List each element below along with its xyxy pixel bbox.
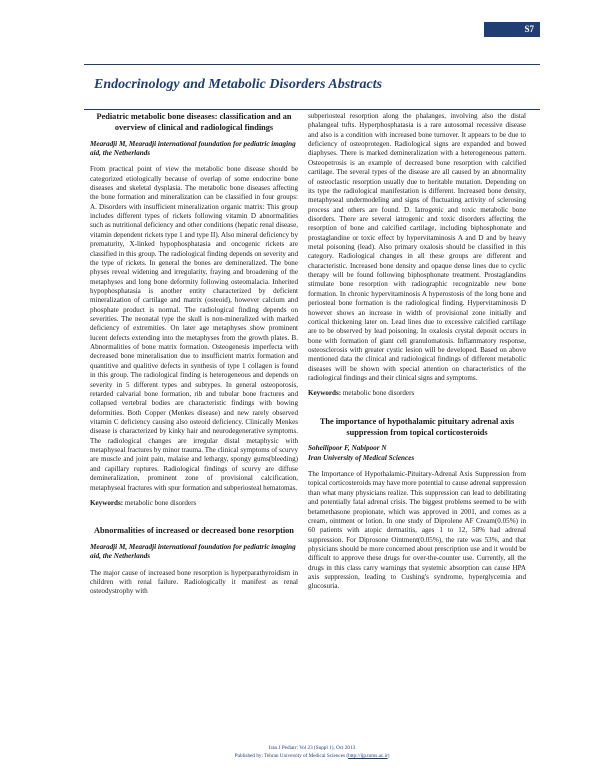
- keywords-label: Keywords:: [308, 389, 342, 398]
- footer-link[interactable]: http://ijp.tums.ac.ir: [348, 753, 388, 760]
- keywords-value: metabolic bone disorders: [124, 498, 197, 507]
- article-authors: Mearadji M, Mearadji international foundation for pediatric imaging aid, the Netherlands: [90, 139, 296, 157]
- footer-publisher: [84, 752, 540, 760]
- keywords-label: Keywords:: [90, 498, 124, 507]
- keywords-value: metabolic bone disorders: [342, 389, 415, 398]
- footer-publisher-text: Published by: Tehran University of Medical Sciences (: [234, 753, 349, 760]
- footer-publisher-end: ): [387, 753, 390, 760]
- article-body-continued: subperiosteal resorption along the phalanges, involving also the distal phalangeal tufts. Hyperphosphatasia is a rare autosomal recessive disease and also is a condition with increased bone turnover. It appears to be due to deficiency of osteoprotegen. Radiological signs are expanded and bowed diaphyses. There is marked demineralization with a heterogeneous pattern. Osteopetrosis is an example of decreased bone resorption with calcified cartilage. The several types of the disease are all caused by an abnormality of osteoclastic resorption usually due to heritable mutation. Depending on its type the radiological manifestation is different. Increased bone density, metaphyseal undermodeling and signs of fluctuating activity of sclerosing process and others are found. D. Iatrogenic and toxic metabolic bone disorders. There are several iatrogenic and toxic disorders affecting the resorption of bone and calcified cartilage, including biphosphonate and prostaglandine or toxic effect by hypervitaminosis A and D and by heavy metal poisoning (lead). Also primary oxalosis should be classified in this category. Radiological changes in all these groups are different and characteristic. Increased bone density and opaque dense lines due to cyclic therapy will be found following biphosphonate treatment. Prostaglandins stimulate bone resorption with radiographic recognizable new bone formation. In chronic hypervitaminosis A hyperostosis of the long bone and periosteal bone formation is the radiological finding. Hypervitaminosis D however shows an increase in width of provisional zone initially and cortical thickening later on. Lead lines due to excessive calcified cartilage are to be observed by lead poisoning. In oxalosis crystal deposit occurs in bone with formation of giant cell granulomatosis. Inflammatory response, osteosclerosis with greater cystic lesion will be developed. Based on above mentioned data the clinical and radiological findings of different metabolic diseases will be shown with special attention on characteristics of the radiological findings and their clinical signs and symptoms.: [308, 112, 526, 383]
- journal-header: [84, 64, 540, 110]
- page-number: S7: [484, 22, 540, 37]
- article-title: Abnormalities of increased or decreased bone resorption: [94, 526, 294, 536]
- article-authors: Soheilipoor F, Nabipoor N Iran University of Medical Sciences: [308, 444, 415, 462]
- article-title: Pediatric metabolic bone diseases: classification and an overview of clinical and radiological findings: [96, 112, 292, 132]
- article-title: The importance of hypothalamic pituitary adrenal axis suppression from topical corticosteroids: [319, 416, 515, 437]
- article-keywords: [90, 499, 298, 508]
- left-column: [90, 112, 298, 603]
- page-footer: [84, 744, 540, 761]
- article-body: From practical point of view the metabolic bone disease should be categorized etiologically because of overlap of some endocrine bone diseases and skeletal dysplasia. The metabolic bone diseases affecting the bone formation and mineralization can be classified in four groups: A. Disorders with insufficient mineralization organic matrix: This group includes different types of rickets following vitamin D abnormalities such as nutritional deficiency and other conditions (hepatic renal disease, vitamin dependent rickets type 1 and type II). Also mineral deficiency by prematurity, X-linked hypophosphatasia and oncogenic rickets are classified in this group. The radiological finding depends on severity and the type of rickets. In general the bones are demineralized. The bone physes reveal widening and irregularity, fraying and broadening of the metaphyses and long bone deformity following osteomalacia. Inherited hypophosphatasia is another entity characterized by deficient mineralization of cartilage and matrix (osteoid), however calcium and phosphate product is normal. The radiological finding depends on severities. The neonatal type the skull is non-mineralized with marked deficiency of extremities. On later age metaphyses show prominent lucent defects extending into the metaphyses from the growth plates. B. Abnormalities of bone matrix formation. Osteogenesis imperfecta with decreased bone mineralisation due to insufficient matrix formation and quantitive and qualitive defects in synthesis of type 1 collagen is found in this group. The radiological finding is heterogeneous and depends on severity in 5 different types and subtypes. In general osteoporosis, retarded calvarial bone formation, rib and tubular bone fractures and collapsed vertebral bodies are characteristic findings with bowing deformities. Both Copper (Menkes disease) and new rarely observed vitamin C deficiency causing also osteoid deficiency. Clinically Menkes disease is characterized by kinky hair and neurodegenerative symptoms. The radiological changes are irregular distal metaphysic with metaphyseal fractures by minor trauma. The clinical symptoms of scurvy are muscle and joint pain, malaise and lethargy, spongy gums(bleeding) and capillary ruptures. Radiological findings of scurvy are diffuse demineralization, prominent zone of provisional calcification, metaphyseal fractures with spur formation and subperiosteal hematomas.: [90, 165, 298, 492]
- journal-title: Endocrinology and Metabolic Disorders Abstracts: [94, 77, 383, 92]
- article-keywords: [308, 389, 526, 398]
- right-column: [308, 112, 526, 598]
- article-authors: Mearadji M, Mearadji international foundation for pediatric imaging aid, the Netherlands: [90, 543, 296, 561]
- footer-citation: Iran J Pediatr; Vol 23 (Suppl 1), Oct 2013: [268, 745, 356, 751]
- article-body: The major cause of increased bone resorption is hyperparathyroidism in children with renal failure. Radiologically it manifest as renal osteodystrophy with: [90, 568, 298, 596]
- article-body: The Importance of Hypothalamic-Pituitary-Adrenal Axis Suppression from topical corticosteroids may have more potential to cause adrenal suppression than what many physicians realize. This suppression can lead to debilitating and potentially fatal adrenal crisis. The biggest problems seemed to be with betamethasone propionate, which was approved in 2001, and comes as a cream, ointment or lotion. In one study of Diprolene AF Cream(0.05%) in 60 patients with atopic dermatitis, ages 1 to 12, 58% had adrenal suppression. For Diprosone Ointment(0.05%), the rate was 53%, and that physicians should be more concerned about prescription use and it would be difficult to approve these drugs for over-the-counter use. Currently, all the drugs in this class carry warnings that systemic absorption can cause HPA axis suppression, leading to Cushing's syndrome, hyperglycemia and glucosuria.: [308, 470, 526, 591]
